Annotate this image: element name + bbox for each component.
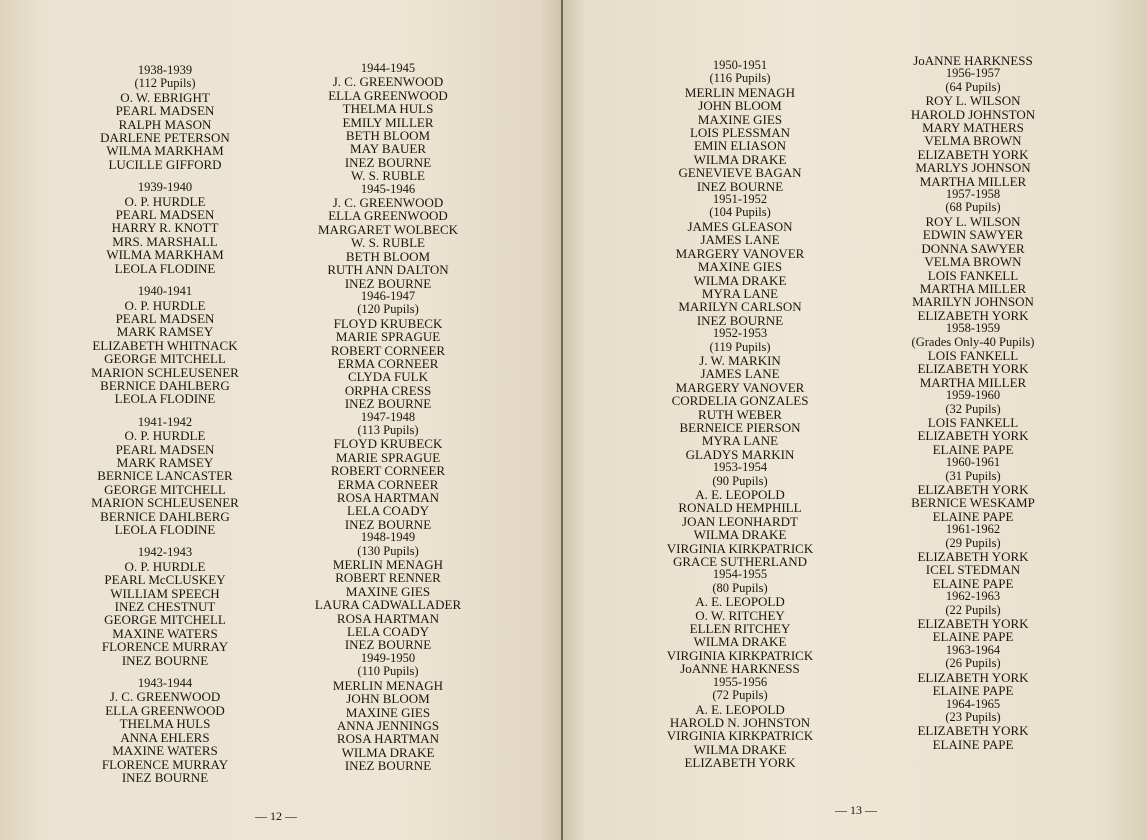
school-year: 1942-1943 (137, 545, 193, 560)
teacher-name: ERMA CORNEER (337, 355, 439, 371)
teacher-name: O. P. HURDLE (124, 193, 206, 209)
teacher-name: THELMA HULS (119, 716, 211, 732)
teacher-name: MARGERY VANOVER (675, 245, 805, 261)
pupil-count: (32 Pupils) (945, 401, 1001, 416)
school-year: 1938-1939 (137, 63, 193, 77)
teacher-name: MRS. MARSHALL (112, 233, 218, 249)
pupil-count: (29 Pupils) (945, 535, 1001, 550)
teacher-name: WILMA DRAKE (693, 151, 787, 167)
teacher-name: INEZ BOURNE (344, 758, 432, 774)
school-year: 1962-1963 (945, 589, 1001, 604)
teacher-name: A. E. LEOPOLD (695, 594, 785, 610)
teacher-name: INEZ BOURNE (344, 516, 432, 532)
pupil-count: (113 Pupils) (357, 422, 419, 437)
teacher-name: O. W. EBRIGHT (120, 89, 210, 105)
teacher-name: J. C. GREENWOOD (109, 689, 221, 705)
teacher-name: JAMES LANE (700, 366, 780, 382)
teacher-name: ELAINE PAPE (932, 575, 1014, 591)
pupil-count: (26 Pupils) (945, 656, 1001, 671)
teacher-name: CORDELIA GONZALES (671, 393, 809, 409)
school-year: 1963-1964 (945, 642, 1001, 657)
teacher-name: MERLIN MENAGH (332, 677, 444, 693)
pupil-count: (68 Pupils) (945, 200, 1001, 215)
school-year: 1961-1962 (945, 522, 1001, 537)
school-year: 1958-1959 (945, 321, 1001, 336)
school-year: 1964-1965 (945, 696, 1001, 711)
teacher-name: ELAINE PAPE (932, 629, 1014, 645)
teacher-name: A. E. LEOPOLD (695, 487, 785, 502)
page-number: — 13 — (835, 803, 877, 817)
teacher-name: ROY L. WILSON (925, 93, 1021, 109)
teacher-name: ROSA HARTMAN (336, 610, 440, 626)
school-year: 1943-1944 (137, 676, 193, 691)
school-year: 1949-1950 (360, 650, 416, 665)
teacher-name: ELLEN RITCHEY (689, 621, 791, 637)
teacher-name: MARIE SPRAGUE (335, 329, 441, 345)
teacher-name: ELIZABETH YORK (917, 361, 1029, 377)
teacher-name: ORPHA CRESS (344, 382, 432, 398)
teacher-name: ELLA GREENWOOD (328, 87, 448, 103)
pupil-count: (31 Pupils) (945, 468, 1001, 483)
school-year: 1956-1957 (945, 66, 1001, 81)
school-year: 1952-1953 (712, 326, 768, 341)
teacher-name: ELAINE PAPE (932, 441, 1014, 457)
teacher-name: FLORENCE MURRAY (101, 639, 229, 655)
teacher-name: ELIZABETH YORK (917, 146, 1029, 162)
teacher-name: ELIZABETH YORK (917, 549, 1029, 565)
teacher-name: JOHN BLOOM (698, 98, 782, 114)
teacher-name: VELMA BROWN (924, 254, 1022, 270)
teacher-name: LELA COADY (347, 624, 429, 640)
teacher-name: WILMA DRAKE (693, 527, 787, 543)
teacher-name: INEZ BOURNE (696, 178, 784, 194)
teacher-name: MARGERY VANOVER (675, 379, 805, 395)
teacher-name: ELAINE PAPE (932, 736, 1014, 752)
school-year: 1960-1961 (945, 455, 1001, 470)
teacher-name: WILMA MARKHAM (106, 247, 224, 263)
left-column-1 (45, 64, 285, 784)
teacher-name: INEZ CHESTNUT (114, 599, 216, 615)
teacher-name: HAROLD N. JOHNSTON (669, 714, 811, 730)
pupil-count: (23 Pupils) (945, 709, 1001, 724)
teacher-name: PEARL MADSEN (115, 310, 215, 326)
teacher-name: MARK RAMSEY (116, 454, 214, 470)
teacher-name: INEZ BOURNE (344, 396, 432, 412)
teacher-name: JOHN BLOOM (346, 691, 430, 707)
teacher-name: HAROLD JOHNSTON (910, 106, 1036, 122)
teacher-name: GEORGE MITCHELL (104, 612, 226, 628)
school-year: 1940-1941 (137, 284, 193, 299)
teacher-name: LOIS FANKELL (927, 414, 1019, 430)
teacher-name: A. E. LEOPOLD (695, 701, 785, 717)
school-year: 1947-1948 (360, 409, 416, 424)
teacher-name: EDWIN SAWYER (922, 227, 1024, 243)
school-year: 1939-1940 (137, 180, 193, 195)
teacher-name: EMILY MILLER (342, 114, 434, 130)
teacher-name: GEORGE MITCHELL (104, 481, 226, 497)
teacher-name: VIRGINIA KIRKPATRICK (666, 540, 814, 556)
school-year: 1944-1945 (360, 61, 416, 75)
school-year: 1950-1951 (712, 58, 768, 72)
teacher-name: O. P. HURDLE (124, 558, 206, 574)
teacher-name: ELLA GREENWOOD (328, 208, 448, 224)
teacher-name: PEARL McCLUSKEY (104, 572, 226, 588)
teacher-name: J. C. GREENWOOD (332, 74, 444, 90)
teacher-name: MAXINE GIES (345, 704, 431, 720)
teacher-name: PEARL MADSEN (115, 441, 215, 457)
page-number: — 12 — (255, 809, 297, 823)
teacher-name: MAXINE GIES (697, 259, 783, 275)
teacher-name: J. W. MARKIN (699, 352, 781, 368)
pupil-count: (120 Pupils) (357, 302, 419, 317)
teacher-name: MARIE SPRAGUE (335, 449, 441, 465)
teacher-name: INEZ BOURNE (121, 769, 209, 785)
pupil-count: (80 Pupils) (712, 580, 768, 595)
teacher-name: EMIN ELIASON (693, 138, 787, 154)
pupil-count: (72 Pupils) (712, 688, 768, 703)
teacher-name: ELIZABETH YORK (917, 616, 1029, 632)
teacher-name: PEARL MADSEN (115, 207, 215, 223)
teacher-name: ELIZABETH YORK (917, 428, 1029, 444)
pupil-count: (104 Pupils) (709, 205, 771, 220)
teacher-name: BERNICE DAHLBERG (100, 508, 230, 524)
teacher-name: PEARL MADSEN (115, 103, 215, 119)
teacher-name: MAY BAUER (350, 141, 426, 157)
teacher-name: MYRA LANE (701, 433, 779, 449)
teacher-name: ROSA HARTMAN (336, 731, 440, 747)
teacher-name: MERLIN MENAGH (332, 557, 444, 573)
teacher-name: MARGARET WOLBECK (318, 221, 458, 237)
teacher-name: LEOLA FLODINE (114, 391, 216, 407)
teacher-name: ELIZABETH YORK (917, 669, 1029, 685)
right-column-2 (853, 54, 1093, 751)
teacher-name: MARLYS JOHNSON (915, 160, 1031, 176)
teacher-name: BERNEICE PIERSON (679, 419, 801, 435)
teacher-name: ELIZABETH YORK (917, 482, 1029, 497)
teacher-name: MARTHA MILLER (919, 374, 1027, 390)
teacher-name: INEZ BOURNE (121, 652, 209, 668)
teacher-name: MERLIN MENAGH (684, 84, 796, 100)
teacher-name: THELMA HULS (342, 101, 434, 117)
pupil-count: (130 Pupils) (357, 543, 419, 558)
teacher-name: ERMA CORNEER (337, 476, 439, 492)
right-column-1 (620, 59, 860, 770)
school-year: 1955-1956 (712, 674, 768, 689)
teacher-name: MAXINE GIES (697, 111, 783, 127)
teacher-name: O. P. HURDLE (124, 297, 206, 313)
teacher-name: LEOLA FLODINE (114, 260, 216, 276)
teacher-name: DONNA SAWYER (921, 240, 1025, 256)
teacher-name: GLADYS MARKIN (685, 446, 795, 462)
teacher-name: W. S. RUBLE (351, 235, 425, 251)
left-column-2 (268, 62, 508, 773)
school-year: 1948-1949 (360, 530, 416, 545)
teacher-name: LELA COADY (347, 503, 429, 519)
school-year: 1951-1952 (712, 192, 768, 207)
teacher-name: BETH BLOOM (345, 248, 431, 264)
teacher-name: LAURA CADWALLADER (314, 597, 462, 613)
teacher-name: LOIS PLESSMAN (689, 125, 791, 141)
teacher-name: FLOYD KRUBECK (333, 436, 443, 452)
teacher-name: WILMA DRAKE (693, 741, 787, 757)
teacher-name: VELMA BROWN (924, 133, 1022, 149)
teacher-name: RUTH WEBER (698, 406, 782, 422)
teacher-name: WILLIAM SPEECH (110, 585, 220, 601)
teacher-name: ROBERT RENNER (335, 570, 441, 586)
teacher-name: FLOYD KRUBECK (333, 315, 443, 331)
teacher-name: ELIZABETH YORK (917, 723, 1029, 739)
teacher-name: CLYDA FULK (348, 369, 428, 385)
teacher-name: RALPH MASON (118, 116, 212, 132)
pupil-count: (116 Pupils) (709, 71, 771, 86)
teacher-name: MARTHA MILLER (919, 173, 1027, 189)
teacher-name: INEZ BOURNE (344, 154, 432, 170)
teacher-name: MARY MATHERS (922, 120, 1024, 136)
school-year: 1953-1954 (712, 460, 768, 475)
teacher-name: LUCILLE GIFFORD (108, 156, 222, 172)
teacher-name: JOAN LEONHARDT (682, 513, 798, 529)
teacher-name: ROBERT CORNEER (330, 463, 446, 479)
teacher-name: ELIZABETH WHITNACK (92, 337, 238, 353)
teacher-name: VIRGINIA KIRKPATRICK (666, 647, 814, 663)
teacher-name: INEZ BOURNE (344, 637, 432, 653)
teacher-name: GEORGE MITCHELL (104, 351, 226, 367)
teacher-name: J. C. GREENWOOD (332, 195, 444, 211)
left-page (0, 0, 563, 840)
pupil-count: (90 Pupils) (712, 473, 768, 488)
teacher-name: HARRY R. KNOTT (111, 220, 219, 236)
teacher-name: WILMA DRAKE (341, 744, 435, 760)
teacher-name: JoANNE HARKNESS (680, 661, 800, 677)
teacher-name: W. S. RUBLE (351, 168, 425, 184)
pupil-count: (110 Pupils) (357, 664, 419, 679)
teacher-name: WILMA DRAKE (693, 634, 787, 650)
teacher-name: INEZ BOURNE (696, 312, 784, 328)
pupil-count: (22 Pupils) (945, 602, 1001, 617)
teacher-name: ELAINE PAPE (932, 508, 1014, 524)
teacher-name: ROSA HARTMAN (336, 490, 440, 505)
teacher-name: ELAINE PAPE (932, 683, 1014, 699)
teacher-name: JAMES LANE (700, 232, 780, 248)
school-year: 1941-1942 (137, 414, 193, 429)
teacher-name: MAXINE WATERS (112, 743, 218, 759)
teacher-name: ANNA JENNINGS (336, 717, 440, 733)
pupil-count: (119 Pupils) (709, 339, 771, 354)
teacher-name: LEOLA FLODINE (114, 522, 216, 537)
pupil-count: (Grades Only-40 Pupils) (911, 334, 1035, 349)
teacher-name: LOIS FANKELL (927, 267, 1019, 283)
teacher-name: INEZ BOURNE (344, 275, 432, 291)
teacher-name: MARILYN CARLSON (678, 299, 802, 315)
school-year: 1945-1946 (360, 181, 416, 196)
teacher-name: BERNICE LANCASTER (97, 468, 233, 484)
school-year: 1957-1958 (945, 187, 1001, 202)
pupil-count: (64 Pupils) (945, 79, 1001, 94)
teacher-name: ELLA GREENWOOD (105, 702, 225, 718)
teacher-name: O. W. RITCHEY (695, 607, 785, 623)
teacher-name: ANNA EHLERS (120, 729, 210, 745)
teacher-name: LOIS FANKELL (927, 347, 1019, 363)
teacher-name: RONALD HEMPHILL (678, 500, 802, 516)
pupil-count: (112 Pupils) (134, 76, 196, 91)
teacher-name: ICEL STEDMAN (925, 562, 1021, 578)
teacher-name: ELIZABETH YORK (684, 755, 796, 771)
teacher-name: GENEVIEVE BAGAN (678, 165, 802, 181)
right-page (563, 0, 1147, 840)
teacher-name: WILMA MARKHAM (106, 143, 224, 159)
teacher-name: MYRA LANE (701, 285, 779, 301)
teacher-name: DARLENE PETERSON (100, 130, 230, 146)
teacher-name: BERNICE WESKAMP (911, 495, 1035, 511)
lead-name: JoANNE HARKNESS (913, 53, 1033, 68)
school-year: 1954-1955 (712, 567, 768, 582)
teacher-name: MAXINE WATERS (112, 625, 218, 641)
teacher-name: MAXINE GIES (345, 583, 431, 599)
teacher-name: MARION SCHLEUSENER (91, 364, 239, 380)
teacher-name: MARTHA MILLER (919, 280, 1027, 296)
teacher-name: BETH BLOOM (345, 128, 431, 144)
teacher-name: MARION SCHLEUSENER (91, 495, 239, 511)
teacher-name: ROBERT CORNEER (330, 342, 446, 358)
teacher-name: FLORENCE MURRAY (101, 756, 229, 772)
teacher-name: O. P. HURDLE (124, 428, 206, 444)
school-year: 1959-1960 (945, 388, 1001, 403)
teacher-name: JAMES GLEASON (687, 218, 793, 234)
teacher-name: ROY L. WILSON (925, 213, 1021, 229)
school-year: 1946-1947 (360, 288, 416, 303)
teacher-name: ELIZABETH YORK (917, 307, 1029, 323)
teacher-name: RUTH ANN DALTON (327, 262, 449, 278)
teacher-name: WILMA DRAKE (693, 272, 787, 288)
teacher-name: VIRGINIA KIRKPATRICK (666, 728, 814, 744)
teacher-name: BERNICE DAHLBERG (100, 377, 230, 393)
teacher-name: GRACE SUTHERLAND (673, 554, 807, 570)
teacher-name: MARK RAMSEY (116, 324, 214, 340)
teacher-name: MARILYN JOHNSON (912, 294, 1034, 310)
